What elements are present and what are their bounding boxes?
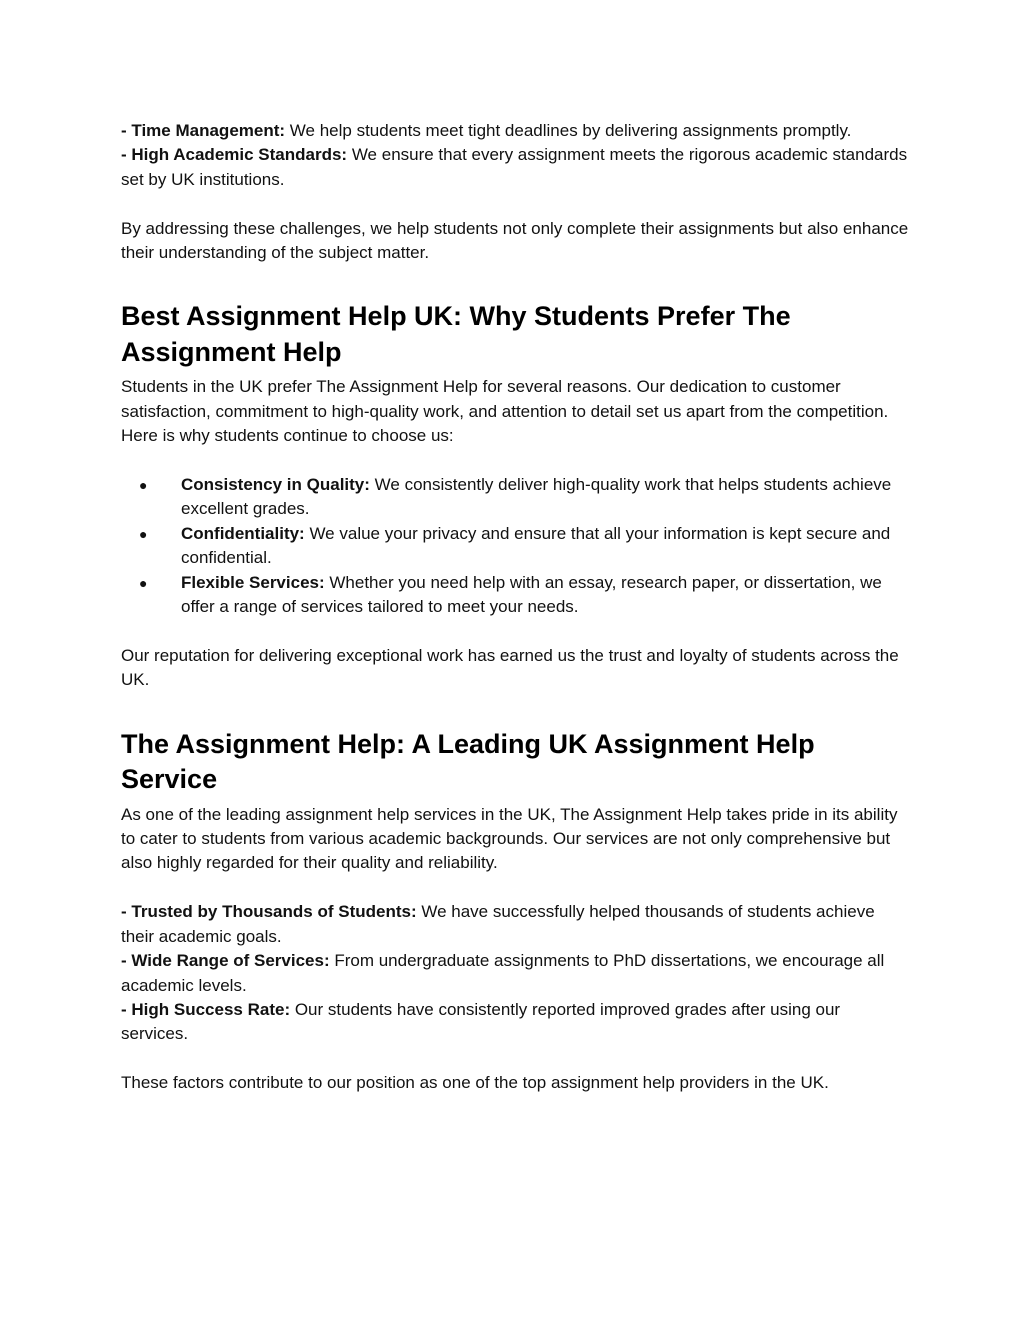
section1-bullet-list bbox=[121, 473, 911, 619]
list-item bbox=[121, 522, 911, 571]
item-text: Whether you need help with an essay, research paper, or dissertation, we offer a range of services tailored to meet your needs. bbox=[181, 572, 882, 617]
bullet-icon: ● bbox=[139, 525, 148, 542]
list-item bbox=[121, 571, 911, 620]
bullet-icon: ● bbox=[139, 574, 148, 591]
item-label: - Trusted by Thousands of Students: bbox=[121, 902, 417, 922]
section1-paragraph: Students in the UK prefer The Assignment Help for several reasons. Our dedication to customer satisfaction, commitment to high-quality work, and attention to detail set us apart from the competition. Here is why students continue to choose us: bbox=[121, 377, 889, 446]
section2-paragraph: As one of the leading assignment help services in the UK, The Assignment Help takes pride in its ability to cater to students from various academic backgrounds. Our services are not only comprehensive but also highly regarded for their quality and reliability. bbox=[121, 804, 898, 873]
spacer bbox=[121, 192, 911, 216]
bullet-icon: ● bbox=[139, 477, 148, 494]
spacer bbox=[121, 876, 911, 900]
section1-closing-paragraph: Our reputation for delivering exceptional work has earned us the trust and loyalty of students across the UK. bbox=[121, 645, 899, 690]
item-label: - Time Management: bbox=[121, 121, 286, 140]
document-page bbox=[121, 119, 911, 1096]
intro-closing-paragraph: By addressing these challenges, we help students not only complete their assignments but also enhance their understanding of the subject matter. bbox=[121, 218, 909, 263]
item-label: Confidentiality: bbox=[181, 523, 305, 543]
section2-closing-paragraph: These factors contribute to our position as one of the top assignment help providers in the UK. bbox=[121, 1073, 829, 1093]
section2-heading: The Assignment Help: A Leading UK Assignment Help Service bbox=[121, 728, 815, 795]
item-text: We ensure that every assignment meets the rigorous academic standards set by UK institutions. bbox=[121, 145, 908, 189]
item-label: - High Success Rate: bbox=[121, 999, 291, 1019]
item-text: We have successfully helped thousands of students achieve their academic goals. bbox=[121, 902, 875, 946]
spacer bbox=[121, 449, 911, 473]
spacer bbox=[121, 619, 911, 643]
section2-item-trusted bbox=[121, 900, 911, 949]
item-label: Flexible Services: bbox=[181, 572, 325, 592]
item-text: We consistently deliver high-quality work that helps students achieve excellent grades. bbox=[181, 475, 892, 519]
item-label: - Wide Range of Services: bbox=[121, 951, 330, 971]
list-item bbox=[121, 473, 911, 522]
spacer bbox=[121, 1047, 911, 1071]
item-text: Our students have consistently reported improved grades after using our services. bbox=[121, 999, 841, 1044]
item-text: From undergraduate assignments to PhD dissertations, we encourage all academic levels. bbox=[121, 951, 885, 995]
item-label: Consistency in Quality: bbox=[181, 475, 370, 495]
section2-item-range bbox=[121, 949, 911, 998]
section1-heading: Best Assignment Help UK: Why Students Prefer The Assignment Help bbox=[121, 301, 791, 367]
intro-item-time-management bbox=[121, 119, 911, 143]
spacer bbox=[121, 693, 911, 727]
spacer bbox=[121, 265, 911, 299]
section2-item-success bbox=[121, 998, 911, 1047]
intro-item-academic-standards bbox=[121, 143, 911, 192]
item-text: We value your privacy and ensure that all your information is kept secure and confidential. bbox=[181, 523, 891, 568]
item-label: - High Academic Standards: bbox=[121, 145, 348, 165]
item-text: We help students meet tight deadlines by delivering assignments promptly. bbox=[285, 121, 852, 140]
